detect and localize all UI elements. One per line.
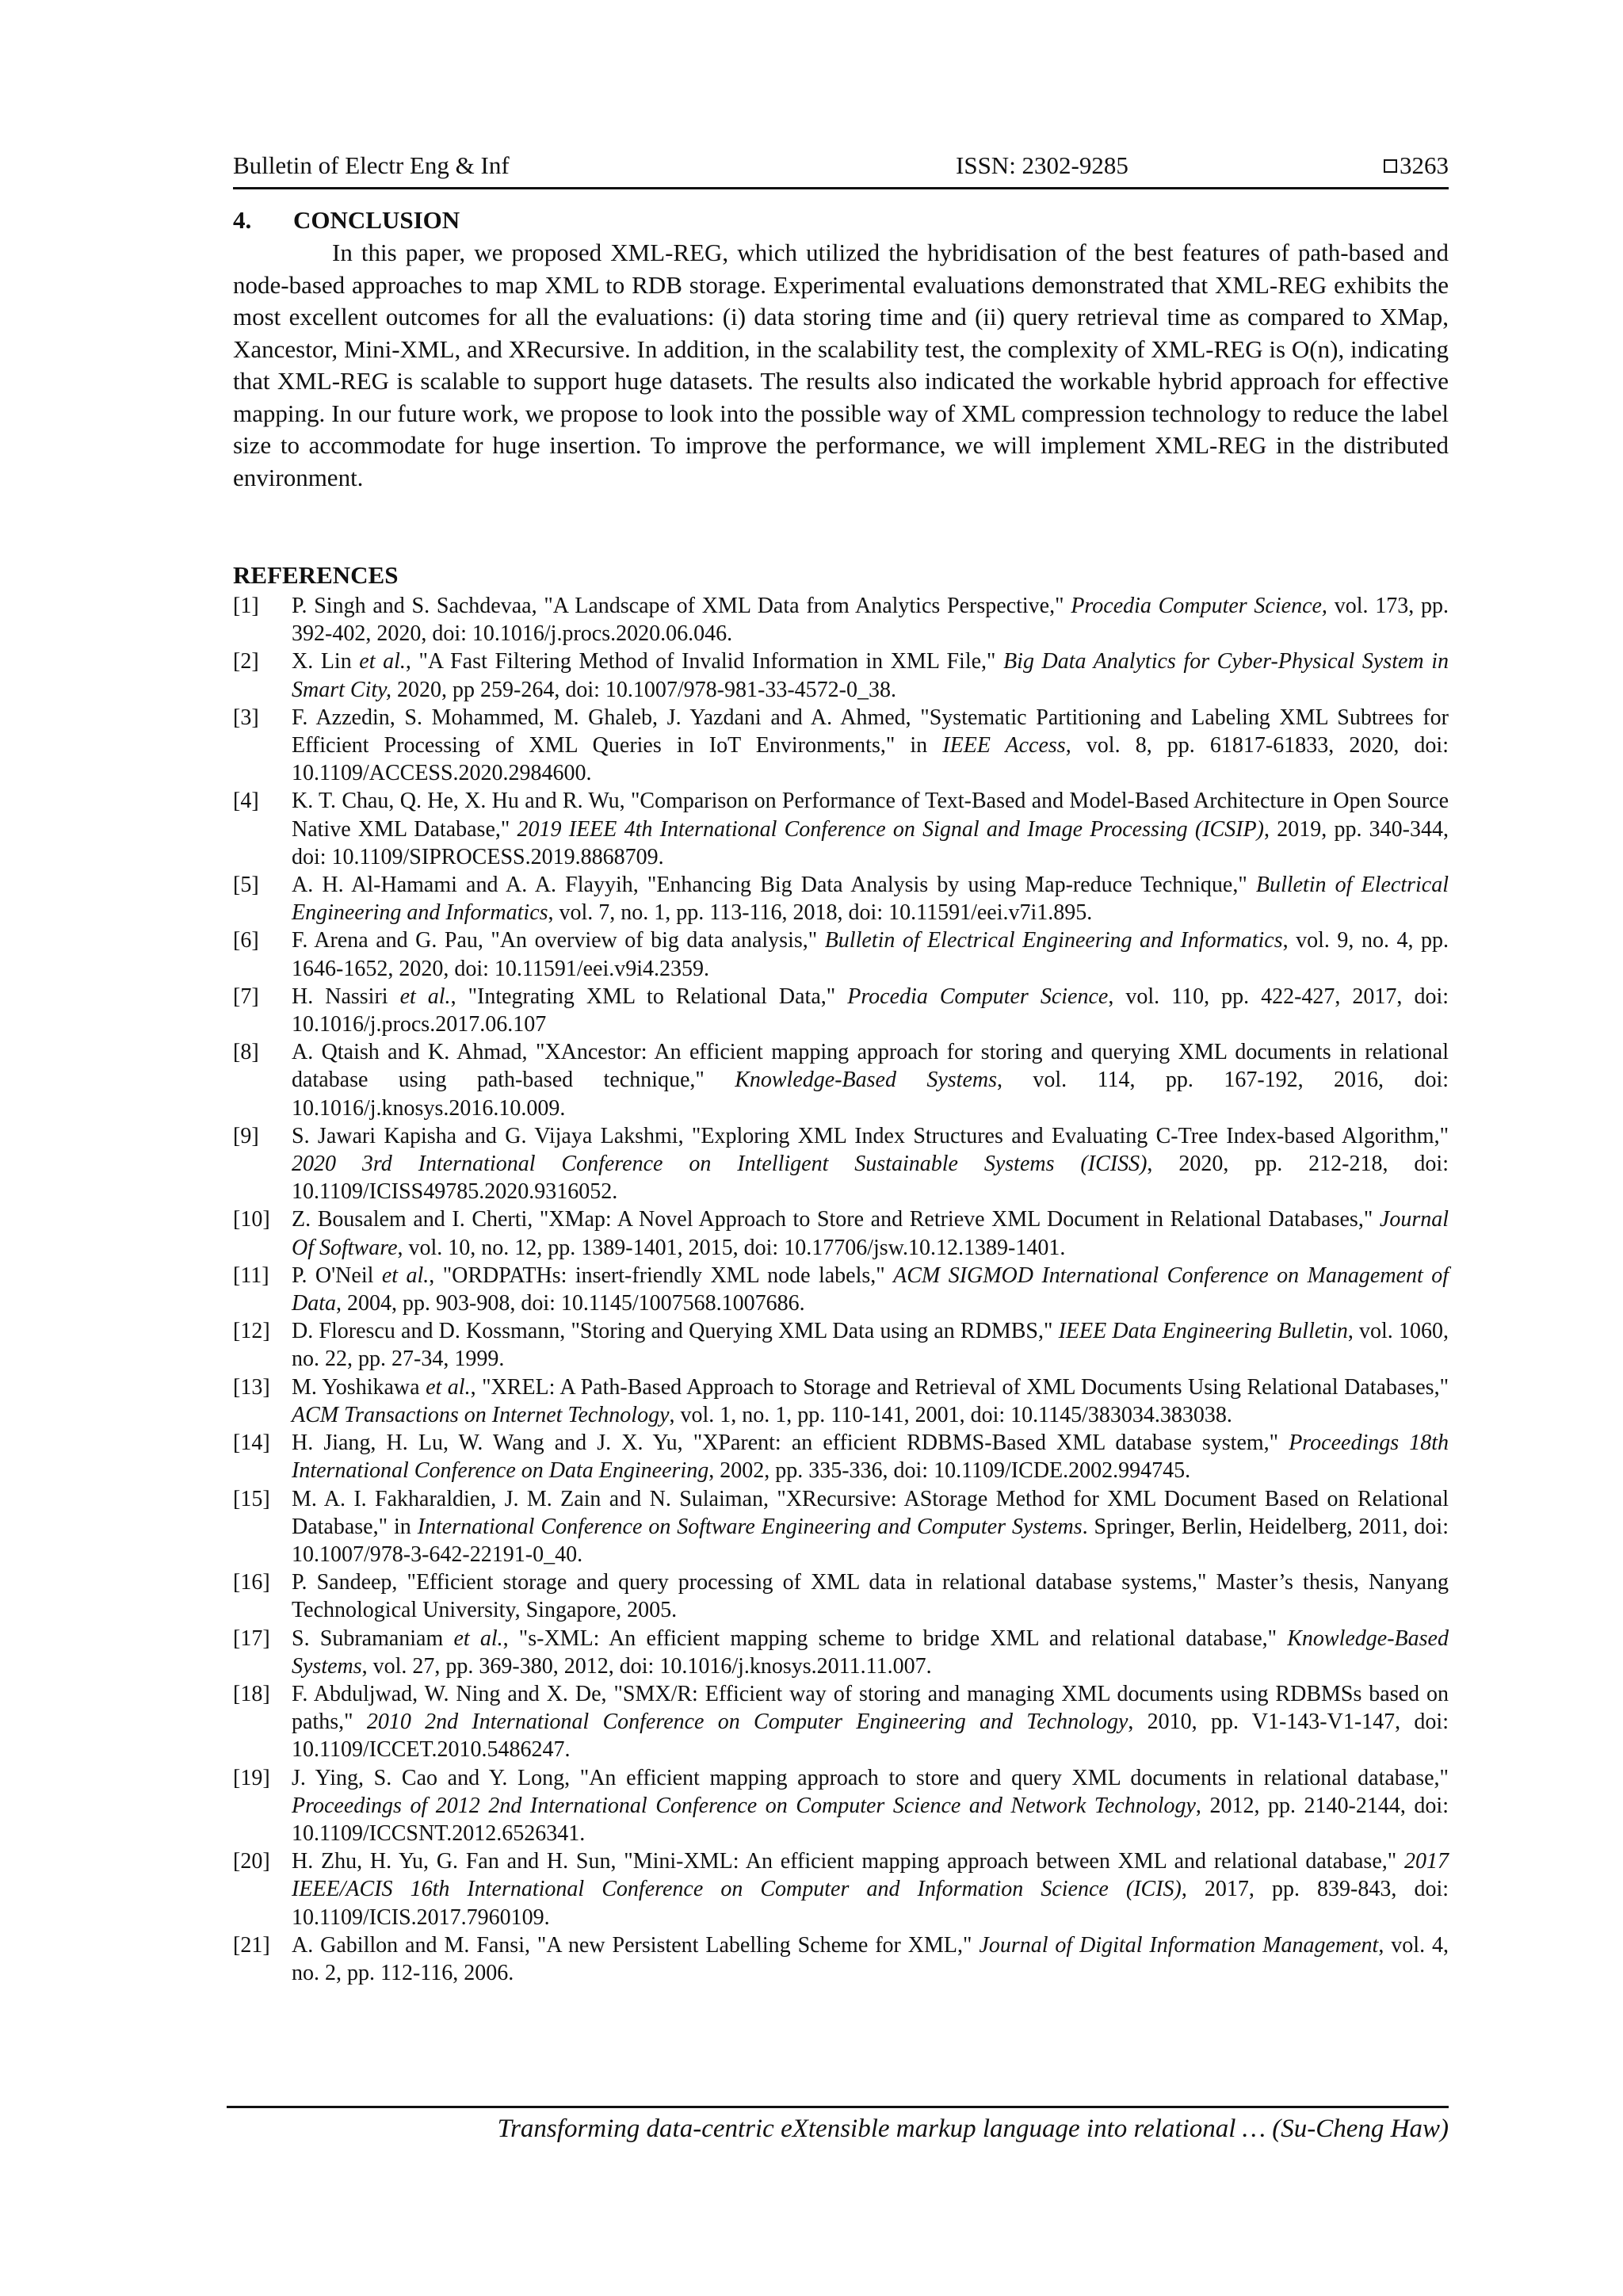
reference-item [233,926,1449,982]
page-number-group [1384,147,1449,184]
reference-text: Z. Bousalem and I. Cherti, "XMap: A Novel Approach to Store and Retrieve XML Document in Relational Databases," Journal Of Software, vol. 10, no. 12, pp. 1389-1401, 2015, doi: 10.17706/jsw.10.12.1389-1401. [292,1207,1449,1260]
reference-item [233,1680,1449,1764]
reference-item [233,787,1449,871]
reference-text: M. Yoshikawa et al., "XREL: A Path-Based Approach to Storage and Retrieval of XML Documents Using Relational Databases," ACM Transactions on Internet Technology, vol. 1, no. 1, pp. 110-141, 2001, doi: 10.1145/383034.383038. [292,1374,1449,1427]
reference-number: [20] [233,1849,270,1874]
reference-number: [15] [233,1486,270,1511]
reference-number: [18] [233,1681,270,1706]
reference-number: [14] [233,1431,270,1456]
reference-text: P. O'Neil et al., "ORDPATHs: insert-friendly XML node labels," ACM SIGMOD International Conference on Management of Data, 2004, pp. 903-908, doi: 10.1145/1007568.1007686. [292,1263,1449,1316]
running-footer: Transforming data-centric eXtensible markup language into relational … (Su-Cheng Haw) [227,2106,1449,2146]
reference-number: [17] [233,1626,270,1651]
reference-text: F. Abduljwad, W. Ning and X. De, "SMX/R: Efficient way of storing and managing XML documents using RDBMSs based on paths," 2010 2nd International Conference on Computer Engineering and Technology, 2010, pp. V1-143-V1-147, doi: 10.1109/ICCET.2010.5486247. [292,1681,1449,1763]
reference-text: H. Nassiri et al., "Integrating XML to Relational Data," Procedia Computer Science, vol. 110, pp. 422-427, 2017, doi: 10.1016/j.procs.2017.06.107 [292,984,1449,1037]
reference-item [233,1262,1449,1317]
reference-text: F. Arena and G. Pau, "An overview of big data analysis," Bulletin of Electrical Engineering and Informatics, vol. 9, no. 4, pp. 1646-1652, 2020, doi: 10.11591/eei.v9i4.2359. [292,928,1449,981]
reference-text: X. Lin et al., "A Fast Filtering Method of Invalid Information in XML File," Big Data Analytics for Cyber-Physical System in Smart City, 2020, pp 259-264, doi: 10.1007/978-981-33-4572-0_38. [292,649,1449,702]
reference-item [233,1038,1449,1122]
reference-text: J. Ying, S. Cao and Y. Long, "An efficient mapping approach to store and query XML documents in relational database," Proceedings of 2012 2nd International Conference on Computer Science and Network Technology, 2012, pp. 2140-2144, doi: 10.1109/ICCSNT.2012.6526341. [292,1765,1449,1846]
reference-item [233,1373,1449,1429]
section-number: 4. [233,206,252,234]
reference-list [233,592,1449,1987]
reference-text: A. Gabillon and M. Fansi, "A new Persistent Labelling Scheme for XML," Journal of Digital Information Management, vol. 4, no. 2, pp. 112-116, 2006. [292,1932,1449,1985]
reference-number: [13] [233,1374,270,1400]
conclusion-heading [233,204,1449,237]
reference-number: [4] [233,789,259,814]
reference-number: [16] [233,1570,270,1595]
reference-text: H. Zhu, H. Yu, G. Fan and H. Sun, "Mini-XML: An efficient mapping approach between XML and relational database," 2017 IEEE/ACIS 16th International Conference on Computer and Information Science (ICIS), 2017, pp. 839-843, doi: 10.1109/ICIS.2017.7960109. [292,1849,1449,1930]
reference-text: M. A. I. Fakharaldien, J. M. Zain and N. Sulaiman, "XRecursive: AStorage Method for XML Document Based on Relational Database," in International Conference on Software Engineering and Computer Systems. Springer, Berlin, Heidelberg, 2011, doi: 10.1007/978-3-642-22191-0_40. [292,1486,1449,1567]
reference-number: [9] [233,1123,259,1148]
issn: ISSN: 2302-9285 [956,151,1128,179]
reference-number: [1] [233,594,259,618]
page-number: 3263 [1400,151,1449,179]
reference-text: A. H. Al-Hamami and A. A. Flayyih, "Enhancing Big Data Analysis by using Map-reduce Technique," Bulletin of Electrical Engineering and Informatics, vol. 7, no. 1, pp. 113-116, 2018, doi: 10.11591/eei.v7i1.895. [292,873,1449,926]
reference-text: A. Qtaish and K. Ahmad, "XAncestor: An efficient mapping approach for storing and querying XML documents in relational database using path-based technique," Knowledge-Based Systems, vol. 114, pp. 167-192, 2016, doi: 10.1016/j.knosys.2016.10.009. [292,1040,1449,1121]
reference-number: [5] [233,873,259,898]
reference-item [233,1625,1449,1680]
reference-text: P. Singh and S. Sachdevaa, "A Landscape of XML Data from Analytics Perspective," Procedia Computer Science, vol. 173, pp. 392-402, 2020, doi: 10.1016/j.procs.2020.06.046. [292,594,1449,647]
reference-number: [19] [233,1765,270,1790]
reference-number: [6] [233,928,259,953]
reference-item [233,1429,1449,1484]
reference-text: K. T. Chau, Q. He, X. Hu and R. Wu, "Comparison on Performance of Text-Based and Model-Based Architecture in Open Source Native XML Database," 2019 IEEE 4th International Conference on Signal and Image Processing (ICSIP), 2019, pp. 340-344, doi: 10.1109/SIPROCESS.2019.8868709. [292,789,1449,869]
reference-item [233,1317,1449,1373]
references-heading: REFERENCES [233,561,399,589]
reference-text: S. Jawari Kapisha and G. Vijaya Lakshmi, "Exploring XML Index Structures and Evaluating C-Tree Index-based Algorithm," 2020 3rd International Conference on Intelligent Sustainable Systems (ICISS), 2020, pp. 212-218, doi: 10.1109/ICISS49785.2020.9316052. [292,1123,1449,1205]
reference-number: [7] [233,984,259,1009]
reference-text: P. Sandeep, "Efficient storage and query processing of XML data in relational database systems," Master’s thesis, Nanyang Technological University, Singapore, 2005. [292,1570,1449,1623]
reference-item [233,871,1449,926]
reference-number: [2] [233,649,259,674]
page-content [233,147,1449,1987]
reference-number: [8] [233,1040,259,1065]
section-title: CONCLUSION [293,206,460,234]
reference-number: [12] [233,1319,270,1344]
square-icon [1384,159,1397,173]
reference-number: [10] [233,1207,270,1232]
reference-item [233,648,1449,703]
reference-text: S. Subramaniam et al., "s-XML: An efficient mapping scheme to bridge XML and relational database," Knowledge-Based Systems, vol. 27, pp. 369-380, 2012, doi: 10.1016/j.knosys.2011.11.007. [292,1626,1449,1679]
running-header [233,147,1449,189]
reference-item [233,592,1449,648]
reference-item [233,1485,1449,1569]
reference-item [233,1764,1449,1848]
reference-number: [3] [233,705,259,730]
reference-item [233,1205,1449,1261]
reference-item [233,1122,1449,1206]
journal-name: Bulletin of Electr Eng & Inf [233,151,510,179]
reference-item [233,704,1449,788]
reference-item [233,1568,1449,1624]
reference-text: D. Florescu and D. Kossmann, "Storing and Querying XML Data using an RDMBS," IEEE Data Engineering Bulletin, vol. 1060, no. 22, pp. 27-34, 1999. [292,1319,1449,1372]
reference-item [233,1931,1449,1987]
reference-text: F. Azzedin, S. Mohammed, M. Ghaleb, J. Yazdani and A. Ahmed, "Systematic Partitioning and Labeling XML Subtrees for Efficient Processing of XML Queries in IoT Environments," in IEEE Access, vol. 8, pp. 61817-61833, 2020, doi: 10.1109/ACCESS.2020.2984600. [292,705,1449,786]
reference-number: [21] [233,1932,270,1958]
conclusion-paragraph: In this paper, we proposed XML-REG, which utilized the hybridisation of the best features of path-based and node-based approaches to map XML to RDB storage. Experimental evaluations demonstrated that XML-REG exhibits the most excellent outcomes for all the evaluations: (i) data storing time and (ii) query retrieval time as compared to XMap, Xancestor, Mini-XML, and XRecursive. In addition, in the scalability test, the complexity of XML-REG is O(n), indicating that XML-REG is scalable to support huge datasets. The results also indicated the workable hybrid approach for effective mapping. In our future work, we propose to look into the possible way of XML compression technology to reduce the label size to accommodate for huge insertion. To improve the performance, we will implement XML-REG in the distributed environment. [233,239,1449,491]
reference-text: H. Jiang, H. Lu, W. Wang and J. X. Yu, "XParent: an efficient RDBMS-Based XML database system," Proceedings 18th International Conference on Data Engineering, 2002, pp. 335-336, doi: 10.1109/ICDE.2002.994745. [292,1431,1449,1484]
reference-item [233,983,1449,1038]
reference-item [233,1847,1449,1931]
reference-number: [11] [233,1263,269,1288]
